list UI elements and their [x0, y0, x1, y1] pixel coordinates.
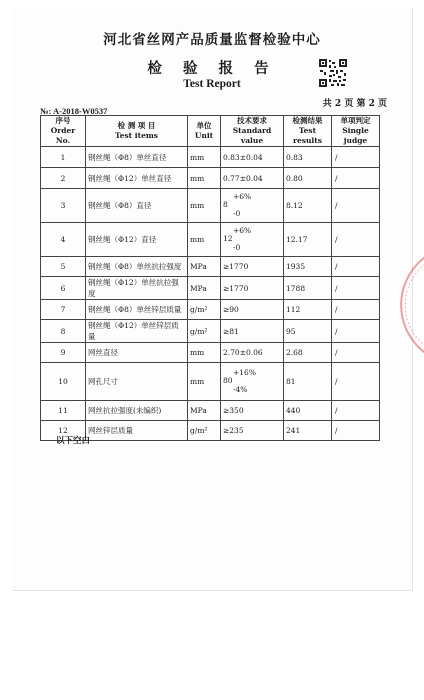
row-judge: /: [332, 168, 380, 189]
col-header-unit: 单位 Unit: [188, 116, 221, 147]
nominal-value: 8: [223, 200, 228, 210]
col-header-results: 检测结果 Test results: [284, 116, 332, 147]
row-result: 1935: [284, 257, 332, 277]
row-result: 81: [284, 363, 332, 401]
row-result: 0.83: [284, 147, 332, 168]
nominal-value: 80: [223, 376, 233, 386]
row-result: 112: [284, 300, 332, 320]
row-no: 6: [41, 277, 86, 300]
row-unit: g/m²: [188, 300, 221, 320]
row-judge: /: [332, 300, 380, 320]
table-row: [41, 421, 380, 441]
row-judge: /: [332, 147, 380, 168]
row-judge: /: [332, 257, 380, 277]
row-unit: g/m²: [188, 320, 221, 343]
row-standard: ≥90: [221, 300, 284, 320]
table-row: [41, 277, 380, 300]
report-title-en: Test Report: [183, 78, 241, 90]
row-judge: /: [332, 223, 380, 257]
page-indicator: 共 2 页 第 2 页: [322, 99, 387, 109]
report-title-cn: 检 验 报 告: [147, 60, 277, 77]
row-standard: [221, 223, 284, 257]
row-item: 网丝抗拉强度(未编织): [86, 401, 188, 421]
tolerance-lower: -0: [233, 208, 241, 218]
row-unit: MPa: [188, 401, 221, 421]
row-standard: ≥1770: [221, 277, 284, 300]
row-standard: [221, 189, 284, 223]
row-no: 5: [41, 257, 86, 277]
row-unit: mm: [188, 189, 221, 223]
row-standard: ≥350: [221, 401, 284, 421]
row-item: 钢丝绳（Φ8）直径: [86, 189, 188, 223]
table-row: [41, 168, 380, 189]
table-row: [41, 147, 380, 168]
row-standard: 2.70±0.06: [221, 343, 284, 363]
row-item: 钢丝绳（Φ8）单丝锌层质量: [86, 300, 188, 320]
table-row: [41, 300, 380, 320]
qr-code-icon: [318, 58, 348, 88]
table-row: [41, 343, 380, 363]
row-unit: mm: [188, 343, 221, 363]
row-unit: mm: [188, 223, 221, 257]
table-row: [41, 223, 380, 257]
row-no: 8: [41, 320, 86, 343]
row-standard: 0.77±0.04: [221, 168, 284, 189]
nominal-value: 12: [223, 234, 233, 244]
row-standard: [221, 363, 284, 401]
tolerance-upper: +6%: [233, 191, 252, 201]
organization-name: 河北省丝网产品质量监督检验中心: [103, 32, 321, 48]
row-no: 9: [41, 343, 86, 363]
tolerance-lower: -4%: [233, 384, 248, 394]
row-judge: /: [332, 363, 380, 401]
row-standard: ≥1770: [221, 257, 284, 277]
row-item: 钢丝绳（Φ12）单丝直径: [86, 168, 188, 189]
row-judge: /: [332, 401, 380, 421]
row-judge: /: [332, 189, 380, 223]
row-item: 网孔尺寸: [86, 363, 188, 401]
col-header-order: 序号 Order No.: [41, 116, 86, 147]
tolerance-lower: -0: [233, 242, 241, 252]
row-no: 10: [41, 363, 86, 401]
row-no: 2: [41, 168, 86, 189]
row-result: 0.80: [284, 168, 332, 189]
row-unit: MPa: [188, 257, 221, 277]
row-standard: ≥235: [221, 421, 284, 441]
row-unit: MPa: [188, 277, 221, 300]
row-item: 钢丝绳（Φ8）单丝抗拉强度: [86, 257, 188, 277]
report-number: №: A-2018-W0537: [40, 106, 108, 116]
row-item: 网丝直径: [86, 343, 188, 363]
col-header-judge: 单项判定 Single judge: [332, 116, 380, 147]
row-item: 钢丝绳（Φ12）单丝抗拉强度: [86, 277, 188, 300]
row-item: 钢丝绳（Φ12）单丝锌层质量: [86, 320, 188, 343]
test-results-table: [40, 115, 380, 441]
table-row: [41, 257, 380, 277]
table-row: [41, 363, 380, 401]
row-standard: ≥81: [221, 320, 284, 343]
row-unit: mm: [188, 168, 221, 189]
row-result: 440: [284, 401, 332, 421]
row-unit: mm: [188, 363, 221, 401]
row-result: 95: [284, 320, 332, 343]
tolerance-upper: +6%: [233, 225, 252, 235]
row-item: 钢丝绳（Φ8）单丝直径: [86, 147, 188, 168]
row-judge: /: [332, 343, 380, 363]
row-unit: g/m²: [188, 421, 221, 441]
row-result: 8.12: [284, 189, 332, 223]
table-row: [41, 320, 380, 343]
col-header-standard: 技术要求 Standard value: [221, 116, 284, 147]
row-result: 241: [284, 421, 332, 441]
row-item: 钢丝绳（Φ12）直径: [86, 223, 188, 257]
table-header-row: [41, 116, 380, 147]
row-result: 1788: [284, 277, 332, 300]
table-row: [41, 189, 380, 223]
row-unit: mm: [188, 147, 221, 168]
row-no: 7: [41, 300, 86, 320]
table-row: [41, 401, 380, 421]
tolerance-upper: +16%: [233, 367, 256, 377]
row-item: 网丝锌层质量: [86, 421, 188, 441]
row-no: 12: [41, 421, 86, 441]
blank-below-note: 以下空白: [56, 436, 91, 446]
row-result: 12.17: [284, 223, 332, 257]
row-no: 1: [41, 147, 86, 168]
row-judge: /: [332, 277, 380, 300]
row-standard: 0.83±0.04: [221, 147, 284, 168]
col-header-items: 检 测 项 目 Test items: [86, 116, 188, 147]
official-seal-icon: [398, 250, 424, 360]
row-judge: /: [332, 421, 380, 441]
row-no: 11: [41, 401, 86, 421]
row-no: 3: [41, 189, 86, 223]
row-result: 2.68: [284, 343, 332, 363]
row-no: 4: [41, 223, 86, 257]
row-judge: /: [332, 320, 380, 343]
